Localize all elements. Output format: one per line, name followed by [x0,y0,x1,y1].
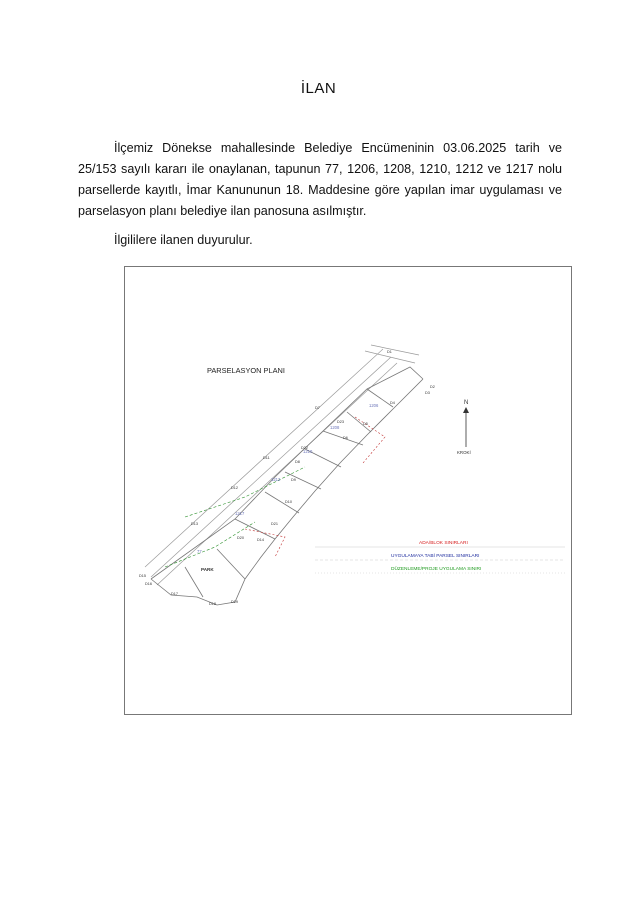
legend-label-project: DÜZENLEME/PROJE UYGULAMA SINIRI [391,567,482,572]
parcel-label: 1217 [235,511,245,516]
point-label: D18 [209,602,216,606]
point-label: D6 [343,436,348,440]
point-label: D11 [263,456,270,460]
page-title: İLAN [300,80,337,97]
announcement-paragraph [78,138,562,222]
parcel-label: 1210 [303,449,313,454]
legend-label-block: ADA/BLOK SINIRLARI [419,541,468,546]
north-label: N [464,400,469,406]
point-label: D16 [145,582,152,586]
point-label: D1 [387,350,392,354]
north-arrow-icon [463,400,469,447]
point-label: D5 [363,422,368,426]
legend-label-parcel: UYGULAMAYA TABİ PARSEL SINIRLARI [391,554,480,559]
point-label: D19 [231,600,238,604]
point-label: D12 [231,486,238,490]
parcel-label: 1212 [271,477,281,482]
point-label: D8 [295,460,300,464]
point-label: D3 [425,391,430,395]
point-label: D20 [237,536,244,540]
parcel-boundaries [151,367,423,605]
parcel-plan-drawing [125,267,573,716]
point-label: D10 [285,500,292,504]
point-label: D2 [430,385,435,389]
parcel-labels [197,403,379,554]
parcel-label: 1208 [330,425,340,430]
closing-line: İlgililere ilanen duyurulur. [114,233,253,247]
park-label: PARK [201,567,214,572]
point-label: D22 [301,446,308,450]
point-label: D4 [390,401,395,405]
point-label: D7 [315,406,320,410]
point-label: D23 [337,420,344,424]
announcement-text: İlçemiz Dönekse mahallesinde Belediye Encümeninin 03.06.2025 tarih ve 25/153 sayılı kararı ile onaylanan, tapunun 77, 1206, 1208, 1210, 1212 ve 1217 nolu parsellerde kayıtlı, İmar Kanununun 18. Maddesine göre yapılan imar uygulaması ve parselasyon planı belediye ilan panosuna asılmıştır. [78,141,562,218]
plan-legend [315,540,565,573]
road-lines [145,345,419,585]
point-label: D9 [291,478,296,482]
point-label: D14 [257,538,264,542]
point-label: D21 [271,522,278,526]
parcel-plan-figure [124,266,572,715]
point-label: D15 [139,574,146,578]
project-boundaries [165,467,305,567]
sketch-label: KROKİ [457,450,471,455]
parcel-label: 1206 [369,403,379,408]
point-label: D13 [191,522,198,526]
parcel-label: 77 [197,549,202,554]
point-label: D17 [171,592,178,596]
plan-title: PARSELASYON PLANI [207,366,285,375]
